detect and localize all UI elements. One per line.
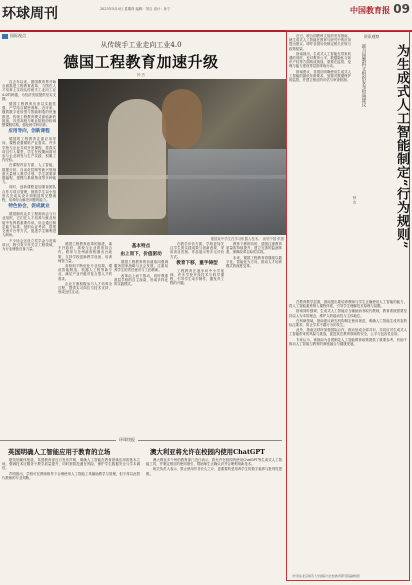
brief-headline-left: 英国明确人工智能应用于教育的立场 <box>8 448 111 456</box>
sidebar-tag: 资讯观察 <box>364 34 380 39</box>
teacher-figure <box>162 89 202 149</box>
article-column-2: 德国工程教育改革的推进，离不开政府、高校与企业的协同合作。联邦与各州政府相继出台政策，支持学校更新教学设备、培训师资力量。 高校则不断优化专业结构，增设智能制造、机器人工程等新专业，满足产业升级对复合型人才的需求。 企业方面积极参与人才培养全过程，提供实习岗位与技术支持，形成良性互动。 <box>58 242 112 295</box>
feature-photo <box>58 79 286 235</box>
article-headline: 德国工程教育加速升级 <box>63 53 219 71</box>
article-kicker: 从传统手工业走向工业4.0 <box>100 41 182 49</box>
brief-body-left: 据英国媒体报道，英国教育部近日发布声明，明确人工智能在教育领域应用的基本立场，强调技术应服务于教学质量提升，同时需防范潜在风险，保护学生数据安全与学术诚信。 声明指出，学校可在教师指导下合理使用人工智能工具辅助教学与管理，但不得以此替代教师的专业判断。 <box>2 458 140 480</box>
subhead-1: 应用导向，创新课程 <box>8 129 50 135</box>
article-column-3: 基本特点 由上而下，价值驱动 德国工程教育的价值取向强调服务国家战略与社会发展，注重培养学生的责任意识与工匠精神。 改革由上而下推动，同时尊重基层学校的自主探索，形成多样化的实践模式。 <box>114 244 168 287</box>
subhead-2: 特色协会，促成就业 <box>8 204 50 210</box>
subhead-4: 由上而下，价值驱动 <box>120 252 162 257</box>
article-intro: 自去年以来，德国教育界开始全面推进工程教育改革，力图在人才培养上实现从传统手工业向工业4.0的跨越，为经济发展提供坚实支撑。 <box>2 80 56 101</box>
machine-equipment <box>168 149 286 235</box>
news-brief-tag: 环球快报 <box>116 437 138 443</box>
section-label-text: 国际视点 <box>10 33 26 38</box>
newspaper-logo: 中国教育报 <box>350 5 390 15</box>
sidebar-column-1: 近日，联合国教科文组织发布指南，就生成式人工智能在教育与研究中的应用提出建议，呼吁各国尽快制定相关法规与政策框架。 指南指出，生成式人工智能在带来机遇的同时，也对教育公平、数据隐私与知识产权等方面构成挑战，需要在监管、伦理与能力建设等层面采取行动。 指南建议，各国应明确使用生成式人工智能的最低年龄要求，加强对数据保护的监管，并建立相应的评估与审查机制。 <box>289 34 351 83</box>
issue-date: 2023年5月4日 星期四 编辑：刘吉 设计：孙宁 <box>100 7 171 11</box>
masthead <box>0 0 412 32</box>
page-number: 09 <box>393 2 410 16</box>
brief-body-right: 澳大利亚多个州的教育部门近日表示，将允许在校园内使用ChatGPT等生成式人工智能工具，并制定相应的使用指引，帮助师生正确认识并合理利用新技术。 相关负责人表示，禁止使用并非长久之计，更重要的是培养学生的数字素养与批判性思维。 <box>146 458 282 476</box>
photo-caption: 德国某中学生在学习机器人技术。 视觉中国 供图 <box>210 237 284 241</box>
section-marker-icon <box>2 34 8 39</box>
article-column-1: 自去年以来，德国教育界开始全面推进工程教育改革，力图在人才培养上实现从传统手工业向工业4.0的跨越，为经济发展提供坚实支撑。 德国工程教育历来以实践性强、产学结合紧密著称。近年来，随着数字化转型与智能制造的快速推进，传统工程教育模式面临新的挑战，各类高校与职业院校纷纷调整课程结构，强化跨学科培养。 应用导向，创新课程 德国的工程教育注重应用导向，课程设置紧贴产业需求。许多学校与企业共同开发课程，将真实项目引入课堂，学生在校期间即可参与企业研发与生产实践，积累工作经验。 在课程内容方面，人工智能、数据分析、自动化控制等新兴领域被大量纳入教学计划，学生需要掌握编程、建模与系统集成等多种能力。 同时，创新课程更加重视团队合作与项目管理，鼓励学生以小组形式完成从设计到制造的完整流程，培养综合解决问题的能力。 特色协会，促成就业 德国拥有众多工程师协会与行业组织，它们在人才培养与就业衔接中发挥着重要作用。协会通过制定能力标准、组织认证考试、搭建交流平台等方式，促进学生顺利进入职场。 不少协会还设立奖学金与竞赛项目，吸引青少年关注工程领域，为行业储备后备力量。 <box>2 80 56 251</box>
sidebar-footer: （作者系北京师范大学国际与比较教育研究院副教授） <box>290 574 363 578</box>
subhead-5: 教育下移，重手铸型 <box>176 260 218 266</box>
student-figure <box>108 99 166 219</box>
sidebar-column-2: 在教育教学层面，指南提出要培养教师与学生正确使用人工智能的能力，将人工智能素养纳入课程体系，引导学生理解技术原理与局限。 指南同时强调，生成式人工智能应当辅助而非取代教师，教育系统需要坚持以人为本的理念，维护人的能动性与主体地位。 在科研领域，指南建议研究机构制定使用规范，明确人工智能生成内容的标注要求，防止学术不端行为的发生。 此外，指南还呼吁加强国际合作，推动形成全球共识，共同应对生成式人工智能带来的风险与挑战，促进其在教育领域的安全、公平与包容性应用。 专家认为，该指南为各国制定人工智能教育政策提供了重要参考，有助于推动人工智能与教育的深度融合与健康发展。 <box>289 300 407 346</box>
sidebar-subtitle: 联合国教科文组织发布指南建议 <box>361 44 366 107</box>
section-divider <box>0 440 282 441</box>
article-column-5: 教育下移的同时，德国注重教育质量的持续提升，建立完善的监测体系，保障改革目标的实现。 未来，德国工程教育将继续以数字化、智能化为方向，推动人才培养模式的深度变革。 <box>226 242 282 269</box>
brief-headline-right: 澳大利亚将允许在校园内使用ChatGPT <box>150 448 265 456</box>
article-column-4: 在教学评价方面，学校更加关注学生的实践成果与创新表现，采用项目答辩、作品展示等多元评价方式。 教育下移，重手铸型 工程教育正逐步向中小学延伸，许多学校开设技术与科学课程，引导学生动手制作，激发对工程的兴趣。 <box>170 242 224 286</box>
sidebar-author: 钟 杰 <box>353 196 357 205</box>
sidebar-title: 为生成式人工智能制定“行为规则” <box>394 44 409 249</box>
section-label <box>2 33 26 39</box>
subhead-3: 基本特点 <box>131 244 151 249</box>
section-title: 环球周刊 <box>2 6 58 22</box>
article-byline: 钟 杰 <box>136 73 146 77</box>
